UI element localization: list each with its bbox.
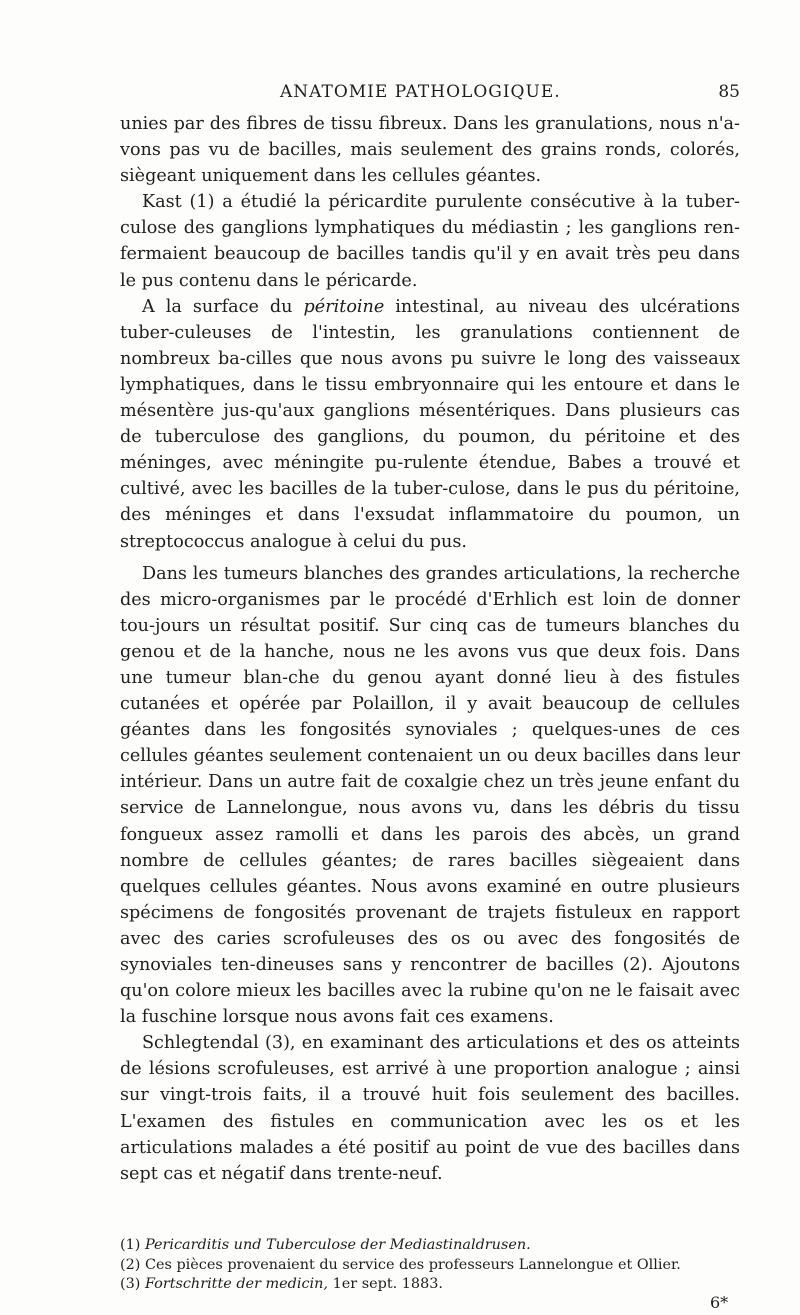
running-title: ANATOMIE PATHOLOGIQUE. bbox=[280, 82, 561, 102]
paragraph-schlegtendal: Schlegtendal (3), en examinant des articulations et des os atteints de lésions scrofuleuses, est arrivé à une proportion analogue ; ainsi sur vingt-trois faits, il a trouvé huit fois seulement des bacilles. L'examen des fistules en communication avec les os et les articulations malades a été positif au point de vue des bacilles dans sept cas et négatif dans trente-neuf. bbox=[120, 1033, 740, 1184]
footnote-2-mark: (2) bbox=[120, 1256, 141, 1273]
body-text bbox=[120, 111, 740, 1187]
paragraph-tumeurs-blanches: Dans les tumeurs blanches des grandes articulations, la recherche des micro-organismes par le procédé d'Erhlich est loin de donner tou-jours un résultat positif. Sur cinq cas de tumeurs blanches du genou et de la hanche, nous ne les avons vus que deux fois. Dans une tumeur blan-che du genou ayant donné lieu à des fistules cutanées et opérée par Polaillon, il y avait beaucoup de cellules géantes dans les fongosités synoviales ; quelques-unes de ces cellules géantes seulement contenaient un ou deux bacilles dans leur intérieur. Dans un autre fait de coxalgie chez un très jeune enfant du service de Lannelongue, nous avons vu, dans les débris du tissu fongueux assez ramolli et dans les parois des abcès, un grand nombre de cellules géantes; de rares bacilles siègeaient dans quelques cellules géantes. Nous avons examiné en outre plusieurs spécimens de fongosités provenant de trajets fistuleux en rapport avec des caries scrofuleuses des os ou avec des fongosités de synoviales ten-dineuses sans y rencontrer de bacilles (2). Ajoutons qu'on colore mieux les bacilles avec la rubine qu'on ne le faisait avec la fuschine lorsque nous avons fait ces examens. bbox=[120, 563, 740, 1028]
footnote-1 bbox=[120, 1236, 740, 1256]
paragraph-peritoine-start: A la surface du bbox=[142, 296, 304, 317]
running-head bbox=[120, 82, 740, 106]
footnote-2-text: Ces pièces provenaient du service des professeurs Lannelongue et Ollier. bbox=[144, 1256, 681, 1273]
paragraph-peritoine-rest: intestinal, au niveau des ulcérations tuber-culeuses de l'intestin, les granulations contiennent de nombreux ba-cilles que nous avons pu suivre le long des vaisseaux lymphatiques, dans le tissu embryonnaire qui les entoure et dans le mésentère jus-qu'aux ganglions mésentériques. Dans plusieurs cas de tuberculose des ganglions, du poumon, du péritoine et des méninges, avec méningite pu-rulente étendue, Babes a trouvé et cultivé, avec les bacilles de la tuber-culose, dans le pus du péritoine, des méninges et dans l'exsudat inflammatoire du poumon, un streptococcus analogue à celui du pus. bbox=[120, 296, 740, 552]
footnote-3-mark: (3) bbox=[120, 1276, 141, 1292]
footnote-1-mark: (1) bbox=[120, 1237, 141, 1253]
paragraph-peritoine-italic: péritoine bbox=[303, 296, 385, 317]
paragraph-kast: Kast (1) a étudié la péricardite purulente consécutive à la tuber-culose des ganglions lymphatiques du médiastin ; les ganglions ren-fermaient beaucoup de bacilles tandis qu'il y en avait très peu dans le pus contenu dans le péricarde. bbox=[120, 192, 740, 291]
footnote-3-text: 1er sept. 1883. bbox=[328, 1276, 443, 1292]
paragraph-continued: unies par des fibres de tissu fibreux. Dans les granulations, nous n'a-vons pas vu de bacilles, mais seulement des grains ronds, colorés, siègeant uniquement dans les cellules géantes. bbox=[120, 114, 740, 187]
footnotes bbox=[120, 1236, 740, 1295]
footnote-3 bbox=[120, 1275, 740, 1295]
paragraph-peritoine bbox=[120, 294, 740, 555]
signature-mark: 6* bbox=[710, 1293, 729, 1312]
footnote-2 bbox=[120, 1256, 740, 1276]
page-number: 85 bbox=[718, 82, 740, 102]
footnote-3-italic: Fortschritte der medicin, bbox=[144, 1276, 329, 1292]
footnote-1-italic: Pericarditis und Tuberculose der Mediastinaldrusen. bbox=[144, 1237, 531, 1253]
